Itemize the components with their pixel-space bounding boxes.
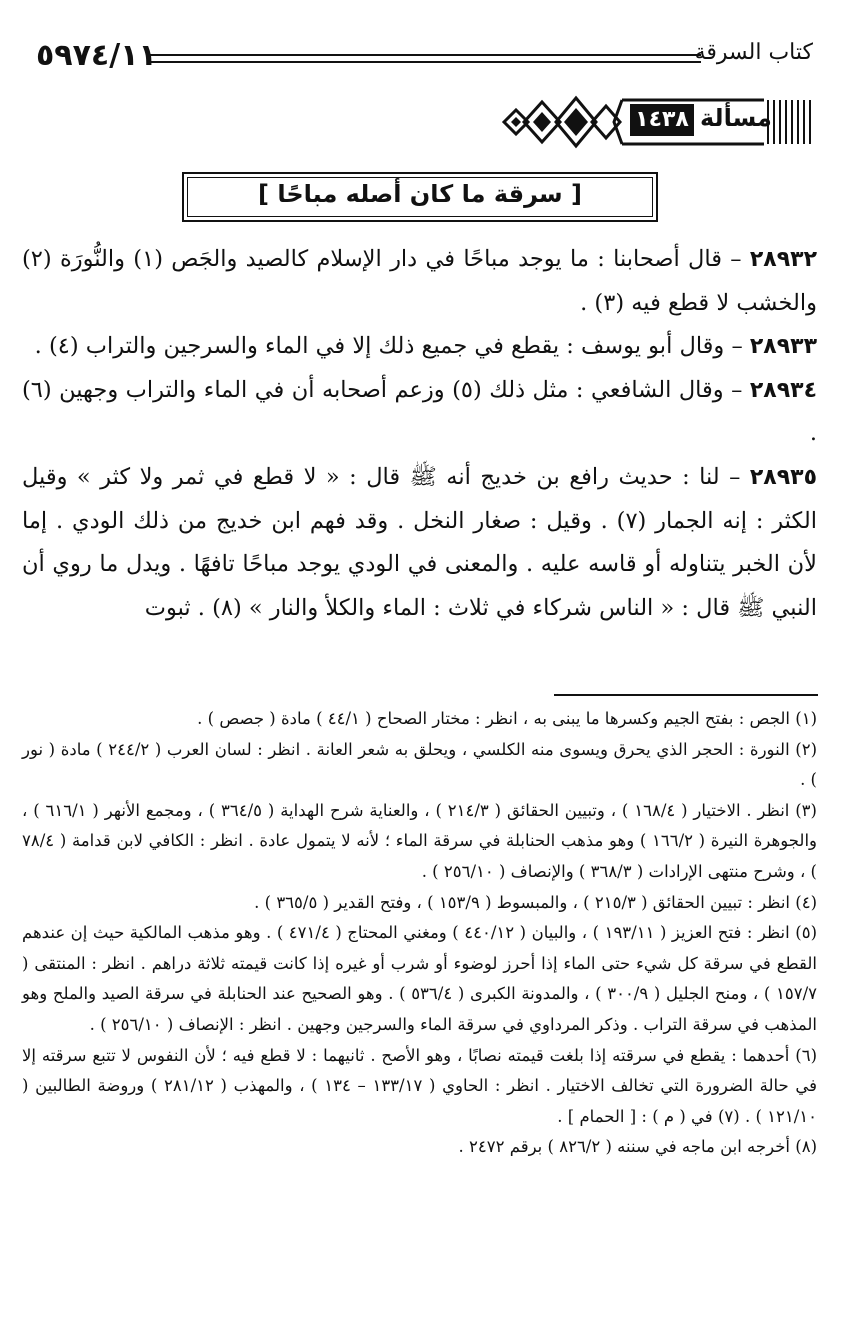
footnote: (٤) انظر : تبيين الحقائق ( ٢١٥/٣ ) ، والمبسوط ( ١٥٣/٩ ) ، وفتح القدير ( ٣٦٥/٥ ) . [254,892,817,912]
book-title: كتاب السرقة [694,40,813,65]
paragraph-number: ٢٨٩٣٣ [749,334,817,360]
main-text [22,238,817,630]
paragraph [22,238,817,325]
paragraph [22,325,817,369]
masala-number: ١٤٣٨ [630,104,694,136]
footnote: (٣) انظر . الاختيار ( ١٦٨/٤ ) ، وتبيين الحقائق ( ٢١٤/٣ ) ، والعناية شرح الهداية ( ٣٦٤/٥ ) ، ومجمع الأنهر ( ٦١٦/١ ) ، والجوهرة النيرة ( ١٦٦/٢ ) وهو مذهب الحنابلة في سرقة الماء ؛ لأنه لا يتمول عادة . انظر : الكافي لابن قدامة ( ٧٨/٤ ) ، وشرح منتهى الإرادات ( ٣٦٨/٣ ) والإنصاف ( ٢٥٦/١٠ ) . [22,800,817,881]
paragraph [22,456,817,630]
paragraph-text: – لنا : حديث رافع بن خديج أنه ﷺ قال : « لا قطع في ثمر ولا كثر » وقيل الكثر : إنه الجمار (٧) . وقيل : صغار النخل . وقد فهم ابن خديج من ذلك الودي . إما لأن الخبر يتناوله أو قاسه عليه . والمعنى في الودي يوجد مباحًا تافهًا . ويدل ما روي أن النبي ﷺ قال : « الناس شركاء في ثلاث : الماء والكلأ والنار » (٨) . ثبوت [22,463,817,621]
paragraph-number: ٢٨٩٣٥ [749,464,817,490]
footnote-divider [554,694,818,696]
chapter-title: [ سرقة ما كان أصله مباحًا ] [258,180,582,208]
paragraph-number: ٢٨٩٣٤ [749,377,817,403]
footnote: (٦) أحدهما : يقطع في سرقته إذا بلغت قيمته نصابًا ، وهو الأصح . ثانيهما : لا قطع فيه ؛ لأن النفوس لا تتبع سرقته إلا في حالة الضرورة التي تخالف الاختيار . انظر : الحاوي ( ١٣٣/١٧ – ١٣٤ ) ، والمهذب ( ٢٨١/١٢ ) وروضة الطالبين ( ١٢١/١٠ ) . (٧) في ( م ) : [ الحمام ] . [22,1045,818,1126]
masala-label: مسألة [700,104,772,132]
footnote: (١) الجص : بفتح الجيم وكسرها ما يبنى به ، انظر : مختار الصحاح ( ٤٤/١ ) مادة ( جصص ) . [197,709,817,728]
masala-banner [498,90,814,154]
footnote: (٥) انظر : فتح العزيز ( ١٩٣/١١ ) ، والبيان ( ٤٤٠/١٢ ) ومغني المحتاج ( ٤٧١/٤ ) . وهو مذهب المالكية حيث إن عندهم القطع في سرقة كل شيء حتى الماء إذا أحرز لوضوء أو شرب أو غيره إذا كانت قيمته ثلاثة دراهم . انظر : المنتقى ( ١٥٧/٧ ) ، ومنح الجليل ( ٣٠٠/٩ ) ، والمدونة الكبرى ( ٥٣٦/٤ ) . وهو الصحيح عند الحنابلة في سرقة الصيد والملح وهو المذهب في سرقة التراب . وذكر المرداوي في سرقة الماء والسرجين وجهين . انظر : الإنصاف ( ٢٥٦/١٠ ) . [22,923,817,1034]
header-rule [148,54,701,63]
page-number: ٥٩٧٤/١١ [36,38,157,73]
running-header [30,36,813,76]
footnotes [22,704,817,1163]
footnote: (٢) النورة : الحجر الذي يحرق ويسوى منه الكلسي ، ويحلق به شعر العانة . انظر : لسان العرب ( ٢٤٤/٢ ) مادة ( نور ) . [22,739,818,790]
paragraph-text: – وقال الشافعي : مثل ذلك (٥) وزعم أصحابه أن في الماء والتراب وجهين (٦) . [22,376,817,447]
footnote: (٨) أخرجه ابن ماجه في سننه ( ٨٢٦/٢ ) برقم ٢٤٧٢ . [458,1137,817,1157]
paragraph-text: – قال أصحابنا : ما يوجد مباحًا في دار الإسلام كالصيد والجَص (١) والنُّورَة (٢) والخشب لا قطع فيه (٣) . [22,246,817,316]
paragraph-text: – وقال أبو يوسف : يقطع في جميع ذلك إلا في الماء والسرجين والتراب (٤) . [34,333,750,360]
paragraph-number: ٢٨٩٣٢ [749,247,817,272]
chapter-title-box [182,172,658,222]
paragraph [22,369,817,456]
